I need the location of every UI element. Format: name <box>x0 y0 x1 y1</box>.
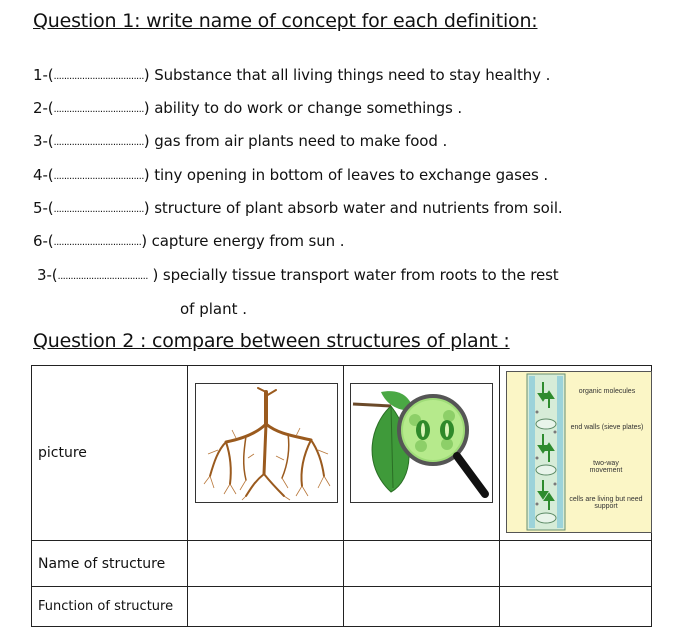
definition-line-7 <box>37 266 559 284</box>
phloem-label-organic: organic molecules <box>578 388 636 395</box>
answer-blank[interactable]: ................................... <box>53 104 144 115</box>
definition-text: ) gas from air plants need to make food . <box>143 132 448 150</box>
definition-line-5 <box>33 199 563 217</box>
roots-icon <box>196 384 337 502</box>
answer-cell[interactable] <box>344 541 500 587</box>
definition-text: ) capture energy from sun . <box>141 232 345 250</box>
answer-cell[interactable] <box>188 587 344 627</box>
definition-text: ) Substance that all living things need to stay healthy . <box>143 66 551 84</box>
roots-image <box>195 383 338 503</box>
phloem-label-end-walls: end walls (sieve plates) <box>570 424 644 431</box>
row-label-name: Name of structure <box>32 541 188 587</box>
answer-blank[interactable]: ................................... <box>57 271 148 282</box>
definition-line-4 <box>33 166 548 184</box>
answer-blank[interactable]: .................................. <box>53 237 142 248</box>
item-number: 2-( <box>33 99 54 117</box>
definition-text: ) specially tissue transport water from roots to the rest <box>147 266 559 284</box>
row-label-picture: picture <box>32 366 188 541</box>
answer-cell[interactable] <box>500 587 652 627</box>
answer-blank[interactable]: ................................... <box>53 71 144 82</box>
definition-line-2 <box>33 99 462 117</box>
definition-line-1 <box>33 66 550 84</box>
question-1-title: Question 1: write name of concept for each definition: <box>33 10 538 32</box>
definition-text: ) ability to do work or change somethings . <box>143 99 463 117</box>
answer-blank[interactable]: ................................... <box>53 137 144 148</box>
row-label-function: Function of structure <box>32 587 188 627</box>
item-number: 4-( <box>33 166 54 184</box>
answer-cell[interactable] <box>188 541 344 587</box>
item-number: 5-( <box>33 199 54 217</box>
definition-line-6 <box>33 232 344 250</box>
definition-text: ) tiny opening in bottom of leaves to exchange gases . <box>143 166 549 184</box>
leaf-magnifier-icon <box>351 384 492 502</box>
answer-blank[interactable]: ................................... <box>53 171 144 182</box>
answer-blank[interactable]: ................................... <box>53 204 144 215</box>
definition-line-3 <box>33 132 447 150</box>
phloem-label-cells: cells are living but need support <box>569 496 643 510</box>
answer-cell[interactable] <box>344 587 500 627</box>
phloem-label-two-way: two-way movement <box>589 460 623 474</box>
function-row <box>32 587 652 627</box>
question-2-title: Question 2 : compare between structures of plant : <box>33 330 510 352</box>
item-number: 3-( <box>33 132 54 150</box>
answer-cell[interactable] <box>500 541 652 587</box>
definition-continuation: of plant . <box>180 300 248 318</box>
item-number: 1-( <box>33 66 54 84</box>
item-number: 3-( <box>37 266 58 284</box>
definition-text: ) structure of plant absorb water and nutrients from soil. <box>143 199 563 217</box>
leaf-stoma-image <box>350 383 493 503</box>
item-number: 6-( <box>33 232 54 250</box>
phloem-diagram-image <box>506 371 652 533</box>
name-row <box>32 541 652 587</box>
